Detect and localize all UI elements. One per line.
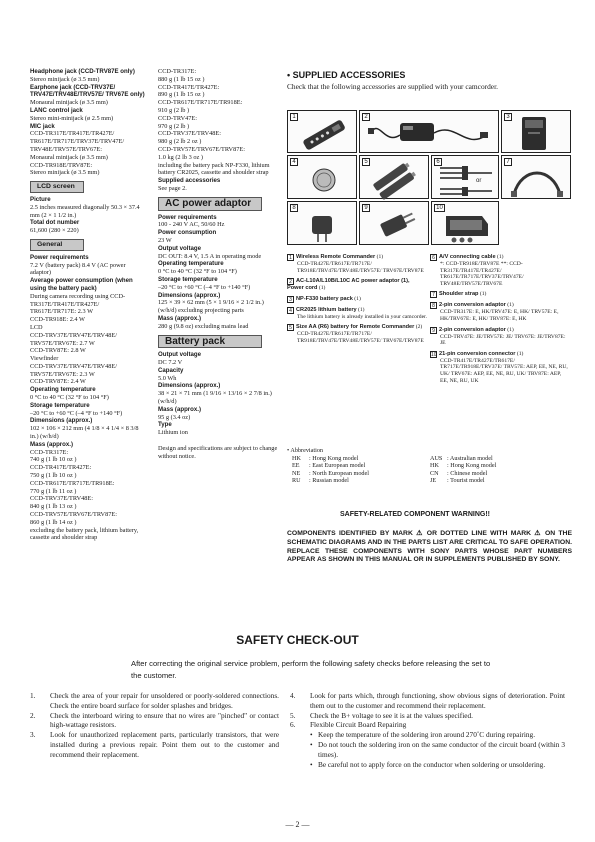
spec-value: excluding the battery pack, lithium battery, cassette and shoulder strap [30,526,139,542]
accessory-name: Shoulder strap [439,291,479,298]
accessory-quantity: (1) [352,295,361,302]
accessory-item-title [287,296,427,303]
spec-value: 840 g (1 lb 13 oz ) [30,503,77,511]
abbreviation-row [287,455,570,463]
spec-value: 970 g (2 lb ) [158,122,190,130]
spec-heading: Operating temperature [30,386,96,394]
spec-heading: Supplied accessories [158,177,221,185]
spec-heading: Output voltage [158,244,201,252]
accessory-item-title [430,327,570,334]
accessory-quantity: (2) [414,324,423,331]
page-number: — 2 — [285,820,310,829]
plug-adaptor-icon [360,202,430,246]
spec-value: 61,600 (280 × 220) [30,227,79,235]
panel-number: 10 [434,204,445,212]
spec-heading: Dimensions (approx.) [158,382,221,390]
safety-step [290,720,565,730]
spec-value: During camera recording using CCD-TR317E/TR417E/TR427E/ TR617E/TR717E: 2.3 W [30,292,126,316]
spec-heading: Earphone jack (CCD-TRV37E/ TRV47E/TRV48E/TRV57E/ TRV67E only) [30,83,145,99]
spec-value: CCD-TR918E/TRV87E: [30,161,93,169]
safety-step-text: Look for parts which, through functioning, show obvious signs of deterioration. Point them out to the customer and recommend their replacement. [310,691,565,710]
spec-heading: Headphone jack (CCD-TRV87E only) [30,68,135,75]
safety-checkout-intro: After correcting the original service problem, perform the following safety checks before releasing the set to the customer. [131,659,491,680]
spec-value: CCD-TR317E: [158,68,197,75]
spec-value: CCD-TRV87E: 2.4 W [30,378,86,386]
safety-steps-left [30,691,279,760]
accessory-panel-21pin-connector [431,201,499,245]
accessory-detail: CCD-TR427E/TR617E/TR717E/ TR918E/TRV47E/TRV48E/TRV57E/ TRV67E/TRV87E [297,261,424,274]
spec-value: CCD-TR417E/TR427E: [30,464,92,472]
accessory-name: 2-pin conversion adaptor [439,326,506,333]
spec-value: CCD-TR918E: 2.4 W [30,316,85,324]
spec-heading: Capacity [158,366,184,374]
aa-battery-icon [360,156,430,200]
spec-value: Design and specifications are subject to change without notice. [158,445,278,460]
spec-value: DC 7.2 V [158,359,183,367]
spec-value: Monaural minijack (ø 3.5 mm) [30,153,108,161]
abbreviation-code: HK [292,454,301,462]
safety-checkout-title: SAFETY CHECK-OUT [236,633,359,647]
abbreviation-meaning: : East European model [309,462,366,470]
spec-value: 1.0 kg (2 lb 3 oz ) [158,153,203,161]
spec-section-header: LCD screen [30,181,84,193]
safety-step-text: Look for unauthorized replacement parts, particularly transistors, that were installed during a previous repair. Point them out to the customer and recommend their replacement. [50,730,279,759]
spec-heading: Type [158,421,172,429]
ac-adaptor-icon [360,111,500,154]
accessory-number: 2 [287,278,294,285]
panel-number: 4 [290,158,298,166]
accessories-intro: Check that the following accessories are supplied with your camcorder. [287,82,498,91]
spec-heading: LANC control jack [30,106,83,114]
spec-heading: Picture [30,195,51,203]
accessory-number: 7 [430,291,437,298]
safety-step-number: 4. [290,691,296,700]
safety-sub-item [290,730,565,740]
spec-value: 7.2 V (battery pack) 8.4 V (AC power adaptor) [30,261,126,277]
accessory-detail: CCD-TR417E/TR427E/TR617E/ TR717E/TR918E/TRV37E/ TRV57E: AEP, EE, NE, RU, UK/ TRV67E: AEP, EE, NE, RU, UK/ TRV87E: AEP, EE, NE, RU, UK [440,357,568,384]
safety-step-number: 6. [290,720,296,730]
safety-step-number: 3. [30,730,36,740]
accessory-panel-battery-pack [501,110,571,153]
accessory-quantity: (1) [505,302,514,309]
abbreviation-meaning: : Chinese model [447,469,488,477]
accessory-number: 3 [287,296,294,303]
accessory-item-title [430,351,570,358]
abbreviation-row [287,470,570,478]
spec-value: DC OUT: 8.4 V, 1.5 A in operating mode [158,252,262,260]
accessory-name: A/V connecting cable [439,254,496,260]
spec-section-header: Battery pack [158,335,262,349]
spec-value: 910 g (2 lb ) [158,106,190,114]
accessory-name: NP-F330 battery pack [296,295,353,302]
spec-value: 125 × 39 × 62 mm (5 × 1 9/16 × 2 1/2 in.) (w/h/d) excluding projecting parts [158,299,264,315]
panel-number: 3 [504,113,512,121]
accessory-number: 1 [287,254,294,261]
spec-heading: Storage temperature [158,275,218,283]
spec-value: Lithium ion [158,429,188,437]
spec-heading: Storage temperature [30,401,90,409]
safety-sub-item [290,740,565,760]
abbreviation-code: CN [430,469,439,477]
accessory-name: AC-L10A/L10B/L10C AC power adaptor (1), Power cord [287,278,410,292]
accessory-item-title [287,254,427,261]
accessory-panel-av-cable [431,155,499,199]
accessory-panel-remote [287,110,357,153]
panel-number: 5 [362,158,370,166]
spec-value: 102 × 106 × 212 mm (4 1/8 × 4 1/4 × 8 3/8 in.) (w/h/d) [30,425,139,441]
spec-value: 280 g (9.8 oz) excluding mains lead [158,322,249,330]
accessory-number: 6 [430,254,437,261]
spec-heading: Mass (approx.) [30,440,74,448]
abbreviation-row [287,462,570,470]
spec-value: Stereo minijack (ø 3.5 mm) [30,75,100,83]
safety-step-text: Flexible Circuit Board Repairing [310,720,407,730]
accessory-list-left [287,254,427,349]
spec-value: 5.0 Wh [158,374,177,382]
accessory-item [430,351,570,384]
abbreviation-code: HK [430,462,439,470]
abbreviation-meaning: : Hong Kong model [309,454,359,462]
accessory-item-title [430,254,570,261]
spec-value: CCD-TRV47E: [158,114,198,122]
accessory-item [287,307,427,321]
accessory-panel-shoulder-strap [501,155,571,199]
accessory-item [430,254,570,287]
safety-sub-text: Do not touch the soldering iron on the same conductor of the circuit board (within 3 times). [318,739,565,759]
spec-value: Monaural minijack (ø 3.5 mm) [30,99,108,107]
safety-step-text: Check the area of your repair for unsoldered or poorly-soldered connections. Check the entire board surface for solder splashes and bridges. [50,691,279,710]
accessory-quantity: (1) [495,254,504,260]
av-cable-icon [432,156,500,200]
spec-heading: Power requirements [30,253,89,261]
accessory-quantity: (1) [505,326,514,333]
spec-value: 740 g (1 lb 10 oz ) [30,456,77,464]
accessory-panel-lithium-battery [287,155,357,199]
spec-heading: Dimensions (approx.) [158,291,221,299]
spec-value: 23 W [158,236,172,244]
accessory-detail: The lithium battery is already installed in your camcorder. [297,313,428,320]
accessory-quantity: (1) [515,350,524,357]
safety-warning-body: COMPONENTS IDENTIFIED BY MARK ⚠ OR DOTTED LINE WITH MARK ⚠ ON THE SCHEMATIC DIAGRAMS AND IN THE PARTS LIST ARE CRITICAL TO SAFE OPERATION. REPLACE THESE COMPONENTS WITH SONY PARTS WHOSE PART NUMBERS APPEAR AS SHOWN IN THIS MANUAL OR IN SUPPLEMENTS PUBLISHED BY SONY. [287,530,572,564]
bullet-icon: • [310,730,313,740]
safety-step-number: 5. [290,710,296,720]
spec-heading: Output voltage [158,351,201,359]
accessory-quantity: (1) [317,285,326,292]
spec-value: CCD-TR317E: [30,448,69,456]
abbreviation-meaning: : North European model [309,469,369,477]
spec-value: 95 g (3.4 oz) [158,413,191,421]
accessory-name: 2-pin conversion adaptor [439,302,506,309]
spec-section-header: AC power adaptor [158,197,262,211]
accessory-item [287,324,427,344]
abbreviation-block [287,447,570,485]
spec-heading: Dimensions (approx.) [30,417,93,425]
spec-value: –20 °C to +60 °C (–4 °F to +140 °F) [30,409,123,417]
spec-value: 890 g (1 lb 15 oz ) [158,91,205,99]
abbreviation-code: NE [292,469,301,477]
spec-value: 980 g (2 lb 2 oz ) [158,138,202,146]
spec-value: CCD-TRV57E/TRV67E/TRV87E: [30,511,117,519]
safety-step [30,711,279,731]
specs-left-column [30,68,146,542]
accessory-quantity: (1) [478,291,487,298]
accessory-number: 4 [287,307,294,314]
safety-step-text: Check the B+ voltage to see it is at the values specified. [310,710,473,720]
accessory-number: 8 [430,302,437,309]
battery-pack-icon [502,111,572,154]
abbreviation-title: • Abbreviation [287,447,324,454]
spec-value: 100 - 240 V AC, 50/60 Hz [158,221,225,229]
spec-value: CCD-TR617E/TR717E/TR918E: [158,99,243,107]
safety-step-number: 2. [30,710,36,720]
accessory-item [430,291,570,298]
spec-value: LCD [30,323,43,331]
safety-step-text: Check the interboard wiring to ensure that no wires are "pinched" or contact high-wattage resistors. [50,710,279,730]
accessory-item-title [430,302,570,309]
accessory-quantity: (1) [356,306,365,313]
abbreviation-meaning: : Tourist model [447,477,485,485]
abbreviation-table [287,455,570,485]
spec-heading: Power requirements [158,213,217,221]
spec-heading: MIC jack [30,122,55,130]
spec-value: 880 g (1 lb 15 oz ) [158,75,205,83]
safety-sub-item [290,760,565,770]
scart-connector-icon [432,202,500,246]
safety-sub-text: Be careful not to apply force on the conductor when soldering or unsoldering. [318,759,546,769]
spec-heading: Operating temperature [158,260,224,268]
accessory-number: 9 [430,327,437,334]
accessory-number: 10 [431,351,437,358]
abbreviation-code: RU [292,477,301,485]
spec-heading: Power consumption [158,229,217,237]
accessory-name: Size AA (R6) battery for Remote Commander [296,324,415,331]
safety-step [290,691,565,711]
spec-heading: Mass (approx.) [158,314,202,322]
spec-value: Viewfinder [30,355,59,363]
accessory-detail: CCD-TR317E: E, HK/TRV47E: E, HK/ TRV57E: E, HK/TRV67E: E, HK/ TRV87E: E, HK [440,309,559,322]
accessory-panel-ac-adaptor [359,110,499,153]
shoulder-strap-icon [502,156,572,200]
spec-value: –20 °C to +60 °C (–4 °F to +140 °F) [158,283,251,291]
spec-value: 38 × 21 × 71 mm (1 9/16 × 13/16 × 2 7/8 in.) (w/h/d) [158,390,272,406]
accessory-list-right [430,254,570,388]
spec-value: Stereo minijack (ø 3.5 mm) [30,169,100,177]
accessory-panel-2pin-adaptor-a [287,201,357,245]
abbreviation-row [287,477,570,485]
spec-value: CCD-TRV37E/TRV48E: [158,130,222,138]
accessory-item [287,296,427,303]
accessory-item-title [430,291,570,298]
spec-section-header: General [30,239,84,251]
spec-value: 770 g (1 lb 11 oz ) [30,487,77,495]
panel-number: 8 [290,204,298,212]
accessory-detail: CCD-TRV47E: JE/TRV57E: JE/ TRV67E: JE/TRV87E: JE [440,333,566,347]
spec-heading: Total dot number [30,219,80,227]
or-label: or [476,178,482,184]
accessory-detail: *: CCD-TR918E/TRV87E **: CCD-TR317E/TR417E/TR427E/ TR617E/TR717E/TRV37E/TRV47E/ TRV48E/TRV57E/TRV67E [440,261,524,287]
abbreviation-code: EE [292,462,300,470]
spec-value: CCD-TR417E/TR427E: [158,83,220,91]
safety-sub-text: Keep the temperature of the soldering iron around 270˚C during repairing. [318,730,536,740]
safety-step [30,691,279,711]
safety-step [290,711,565,721]
spec-heading: Average power consumption (when using the battery pack) [30,277,133,292]
spec-value: 2.5 inches measured diagonally 50.3 × 37.4 mm (2 × 1 1/2 in.) [30,203,140,219]
spec-value: CCD-TRV37E/TRV47E/TRV48E/ TRV57E/TRV67E: 2.7 W [30,331,117,347]
accessory-detail: CCD-TR427E/TR617E/TR717E/ TR918E/TRV47E/TRV48E/TRV57E/ TRV67E/TRV87E [297,331,424,344]
panel-number: 9 [362,204,370,212]
spec-value: See page 2. [158,184,187,192]
spec-value: CCD-TR317E/TR417E/TR427E/ TR617E/TR717E/TRV37E/TRV47E/ TRV48E/TRV57E/TRV67E: [30,130,125,153]
accessory-item [287,278,427,292]
accessory-item [287,254,427,274]
panel-number: 1 [290,113,298,121]
abbreviation-meaning: : Australian model [447,454,493,462]
accessory-item [430,302,570,322]
accessory-number: 5 [287,324,294,331]
abbreviation-code: AUS [430,454,443,462]
remote-commander-icon [288,111,358,154]
plug-adaptor-icon [288,202,358,246]
spec-value: 0 °C to 40 °C (32 °F to 104 °F) [158,268,237,276]
bullet-icon: • [310,759,313,769]
accessories-title: • SUPPLIED ACCESSORIES [287,70,406,80]
spec-value: Stereo mini-minijack (ø 2.5 mm) [30,114,114,122]
spec-value: 750 g (1 lb 10 oz ) [30,472,77,480]
specs-middle-column [158,68,282,461]
spec-value: including the battery pack NP-F330, lithium battery CR2025, cassette and shoulder strap [158,161,270,177]
safety-warning-title: SAFETY-RELATED COMPONENT WARNING!! [340,511,490,518]
abbreviation-meaning: : Hong Kong model [447,462,497,470]
safety-steps-right [290,691,565,769]
spec-value: CCD-TR617E/TR717E/TR918E: [30,479,115,487]
spec-value: 0 °C to 40 °C (32 °F to 104 °F) [30,394,109,402]
spec-value: CCD-TRV87E: 2.8 W [30,347,86,355]
safety-step [30,730,279,759]
panel-number: 7 [504,158,512,166]
accessory-name: CR2025 lithium battery [296,306,357,313]
accessory-name: 21-pin conversion connector [439,350,516,357]
lithium-battery-icon [288,156,358,200]
panel-number: 2 [362,113,370,121]
accessory-item-title [287,278,427,292]
panel-number: 6 [434,158,442,166]
spec-value: 860 g (1 lb 14 oz ) [30,518,77,526]
spec-value: CCD-TRV37E/TRV48E: [30,495,94,503]
spec-spacer [158,437,282,445]
spec-value: CCD-TRV37E/TRV47E/TRV48E/ TRV57E/TRV67E: 2.3 W [30,362,117,378]
accessory-quantity: (1) [375,254,384,260]
accessory-item-title [287,307,427,314]
accessory-panel-2pin-adaptor-b [359,201,429,245]
spec-value: CCD-TRV57E/TRV67E/TRV87E: [158,145,245,153]
spec-heading: Mass (approx.) [158,405,202,413]
accessory-item [430,327,570,347]
bullet-icon: • [310,739,313,749]
abbreviation-code: JE [430,477,437,485]
accessory-panel-aa-batteries [359,155,429,199]
safety-step-number: 1. [30,691,36,700]
accessory-item-title [287,324,427,331]
accessory-name: Wireless Remote Commander [296,254,376,260]
abbreviation-meaning: : Russian model [309,477,349,485]
